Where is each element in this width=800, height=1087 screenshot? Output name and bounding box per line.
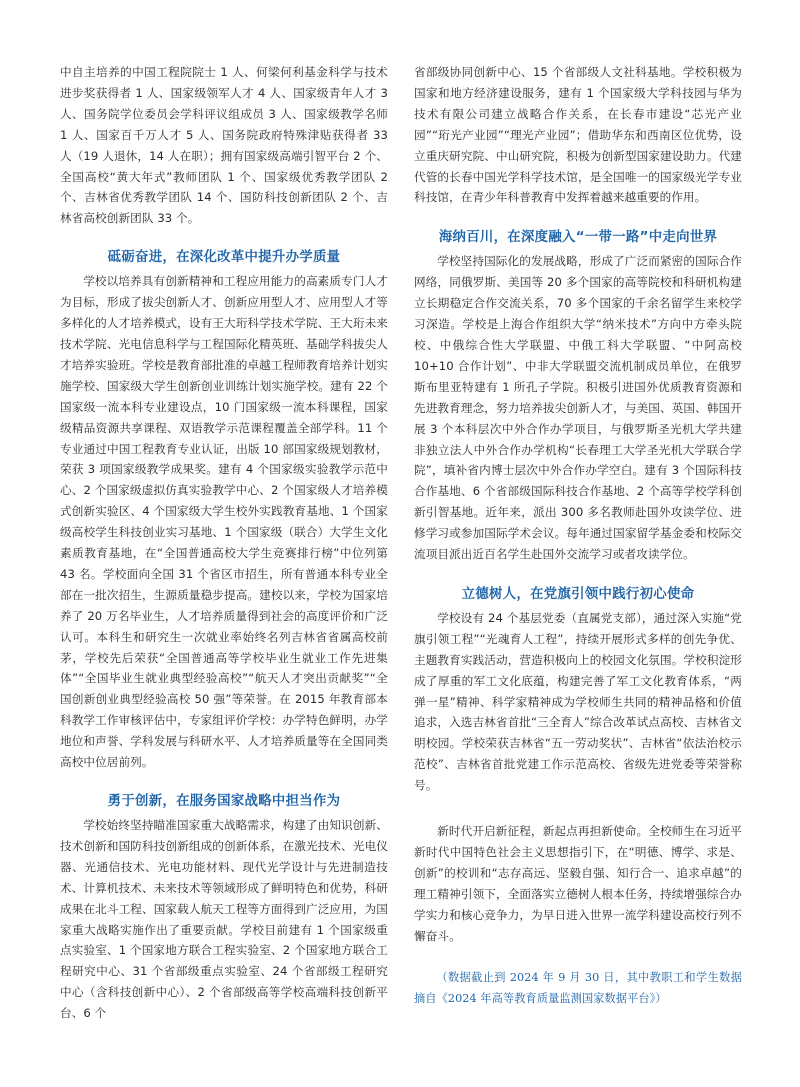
section-title-international: 海纳百川，在深度融入“一带一路”中走向世界 (438, 230, 718, 246)
intro-paragraph: 中自主培养的中国工程院院士 1 人、何梁何利基金科学与技术进步奖获得者 1 人、国家级领军人才 4 人、国家级青年人才 3 人、国务院学位委员会学科评议组成员 3 人、国家级教学名师 1 人、国家百千万人才 5 人、国务院政府特殊津贴获得者 33 人（19 人退休，14 人在职）；拥有国家级高端引智平台 2 个、全国高校“黄大年式”教师团队 1 个、国家级优秀教学团队 2 个、吉林省优秀教学团队 14 个、国防科技创新团队 2 个、吉林省高校创新团队 33 个。 (60, 65, 388, 226)
section-body-quality: 学校以培养具有创新精神和工程应用能力的高素质专门人才为目标，形成了拔尖创新人才、创新应用型人才、应用型人才等多样化的人才培养模式，设有王大珩科学技术学院、王大珩未来技术学院、光电信息科学与工程国际化精英班、基础学科拔尖人才培养实验班。学校是教育部批准的卓越工程师教育培养计划实施学校、国家级大学生创新创业训练计划实施学校。建有 22 个国家级一流本科专业建设点，10 门国家级一流本科课程，国家级精品资源共享课程、双语教学示范课程覆盖全部学科。11 个专业通过中国工程教育专业认证，出版 10 部国家级规划教材，荣获 3 项国家级教学成果奖。建有 4 个国家级实验教学示范中心、2 个国家级虚拟仿真实验教学中心、2 个国家级人才培养模式创新实验区、4 个国家级大学生校外实践教育基地、1 个国家级高校学生科技创业实习基地、1 个国家级（联合）大学生文化素质教育基地，在“全国普通高校大学生竞赛排行榜”中位列第 43 名。学校面向全国 31 个省区市招生，所有普通本科专业全部在一批次招生，生源质量稳步提高。建校以来，学校为国家培养了 20 万名毕业生，人才培养质量得到社会的高度评价和广泛认可。本科生和研究生一次就业率始终名列吉林省省属高校前茅，学校先后荣获“全国普通高等学校毕业生就业工作先进集体”“全国毕业生就业典型经验高校”“航天人才突出贡献奖”“全国创新创业典型经验高校 50 强”等荣誉。在 2015 年教育部本科教学工作审核评估中，专家组评价学校：办学特色鲜明，办学地位和声誉、学科发展与科研水平、人才培养质量等在全国同类高校中位居前列。 (60, 274, 388, 770)
closing-paragraph: 新时代开启新征程，新起点再担新使命。全校师生在习近平新时代中国特色社会主义思想指引下，在“明德、博学、求是、创新”的校训和“志存高远、坚毅自强、知行合一、追求卓越”的理工精神引领下，全面落实立德树人根本任务，持续增强综合办学实力和核心竞争力，为早日进入世界一流学科建设高校行列不懈奋斗。 (414, 824, 742, 943)
paragraph-gap (414, 796, 742, 821)
section-heading-international (414, 228, 742, 248)
section-title-party: 立德树人，在党旗引领中践行初心使命 (461, 586, 695, 602)
section-title-quality: 砥砺奋进，在深化改革中提升办学质量 (107, 250, 341, 266)
section-title-innovation: 勇于创新，在服务国家战略中担当作为 (107, 794, 341, 809)
continuation-paragraph: 省部级协同创新中心、15 个省部级人文社科基地。学校积极为国家和地方经济建设服务，建有 1 个国家级大学科技园与华为技术有限公司建立战略合作关系，在长春市建设“芯光产业园”“珩光产业园”“理光产业园”；借助华东和西南区位优势，设立重庆研究院、中山研究院，积极为创新型国家建设助力。代建代管的长春中国光学科学技术馆，是全国唯一的国家级光学专业科技馆，在青少年科普教育中发挥着越来越重要的作用。 (414, 65, 742, 205)
section-heading-innovation (60, 792, 388, 812)
left-column (60, 62, 388, 1024)
data-source-note: （数据截止到 2024 年 9 月 30 日，其中教职工和学生数据摘自《2024 年高等教育质量监测国家数据平台》） (414, 970, 742, 1005)
section-body-party: 学校设有 24 个基层党委（直属党支部），通过深入实施“党旗引领工程”“光魂育人工程”，持续开展形式多样的创先争优、主题教育实践活动，营造积极向上的校园文化氛围。学校积淀形成了厚重的军工文化底蕴，构建完善了军工文化教育体系，“两弹一星”精神、科学家精神成为学校师生共同的精神品格和价值追求，入选吉林省首批“三全育人”综合改革试点高校、吉林省文明校园。学校荣获吉林省“五一劳动奖状”、吉林省“依法治校示范校”、吉林省首批党建工作示范高校、省级先进党委等荣誉称号。 (414, 610, 742, 793)
right-column (414, 62, 742, 1009)
section-body-innovation: 学校始终坚持瞄准国家重大战略需求，构建了由知识创新、技术创新和国防科技创新组成的创新体系，在激光技术、光电仪器、光通信技术、光电功能材料、现代光学设计与先进制造技术、计算机技术、未来技术等领域形成了鲜明特色和优势，科研成果在北斗工程、国家载人航天工程等方面得到广泛应用，为国家重大战略实施作出了重要贡献。学校目前建有 1 个国家级重点实验室、1 个国家地方联合工程实验室、2 个国家地方联合工程研究中心、31 个省部级重点实验室、24 个省部级工程研究中心（含科技创新中心）、2 个省部级高等学校高端科技创新平台、6 个 (60, 818, 388, 1021)
section-heading-party (414, 585, 742, 605)
section-body-international: 学校坚持国际化的发展战略，形成了广泛而紧密的国际合作网络，同俄罗斯、美国等 20 多个国家的高等院校和科研机构建立长期稳定合作交流关系，70 多个国家的千余名留学生来校学习深造。学校是上海合作组织大学“纳米技术”方向中方牵头院校、中俄综合性大学联盟、中俄工科大学联盟、“中阿高校 10+10 合作计划”、中非大学联盟交流机制成员单位，在俄罗斯布里亚特建有 1 所孔子学院。积极引进国外优质教育资源和先进教育理念，努力培养拔尖创新人才，与美国、英国、韩国开展 3 个本科层次中外合作办学项目，与俄罗斯圣光机大学共建非独立法人中外合作办学机构“长春理工大学圣光机大学联合学院”，填补省内博士层次中外合作办学空白。建有 3 个国际科技合作基地、6 个省部级国际科技合作基地、2 个高等学校学科创新引智基地。近年来，派出 300 多名教师赴国外攻读学位、进修学习或参加国际学术会议。每年通过国家留学基金委和校际交流项目派出近百名学生赴国外交流学习或者攻读学位。 (414, 254, 742, 562)
section-heading-quality (60, 248, 388, 268)
